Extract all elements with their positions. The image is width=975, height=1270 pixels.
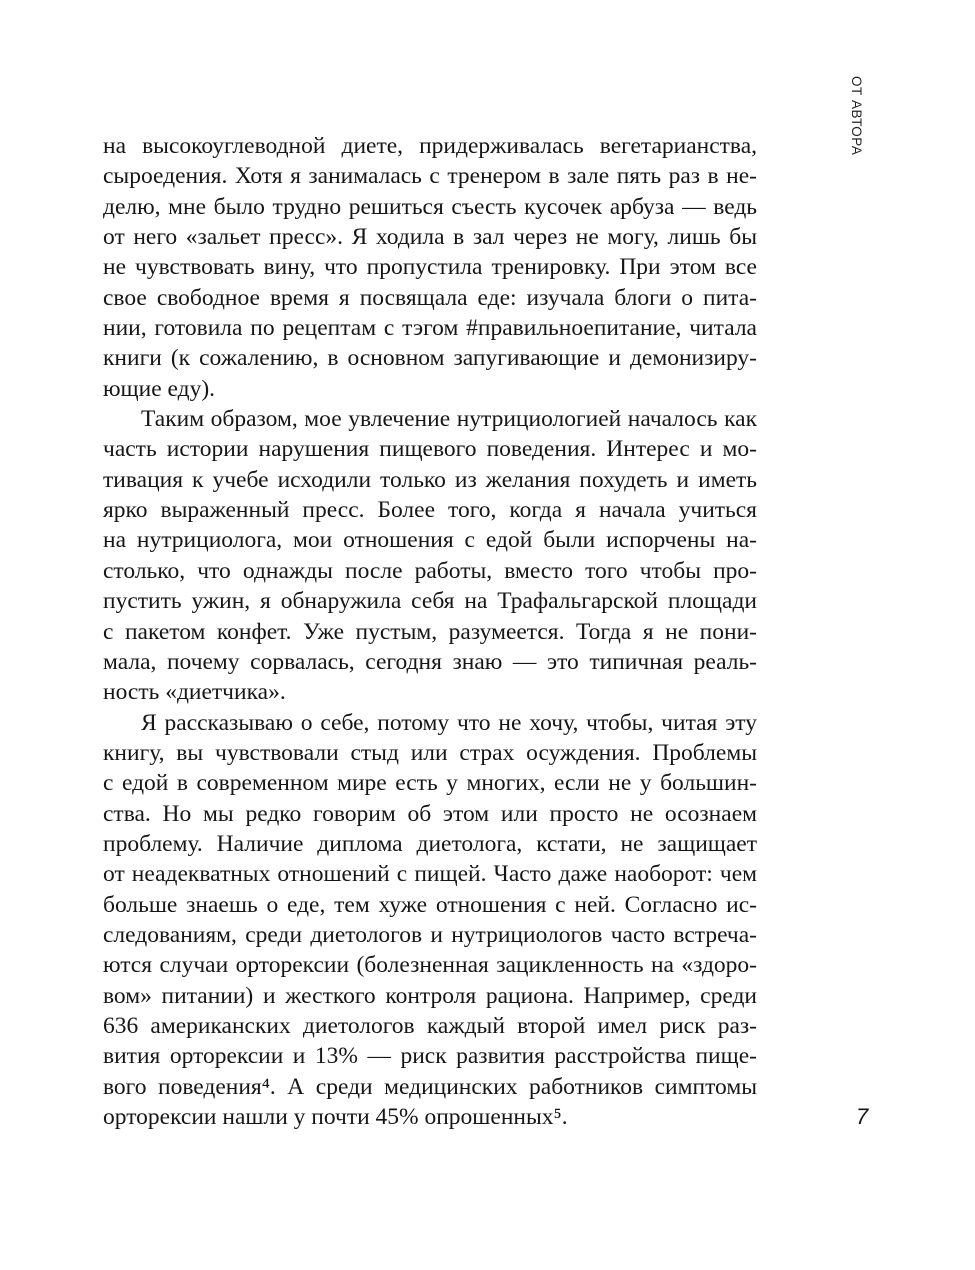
text-line: Я рассказываю о себе, потому что не хочу, чтобы, читая эту [141,709,757,736]
text-line: делю, мне было трудно решиться съесть кусочек арбуза — ведь [103,193,757,220]
text-line: вом» питании) и жесткого контроля рациона. Например, среди [103,982,757,1009]
text-line: пустить ужин, я обнаружила себя на Трафальгарской площади [103,588,757,615]
text-line: вого поведения⁴. А среди медицинских работников симптомы [103,1073,757,1100]
text-line: тивация к учебе исходили только из желания похудеть и иметь [103,466,757,493]
text-line: ющие еду). [103,375,216,402]
text-line: от него «зальет пресс». Я ходила в зал через не могу, лишь бы [103,224,757,251]
text-line: от неадекватных отношений с пищей. Часто даже наоборот: чем [103,861,757,888]
running-head: ОТ АВТОРА [849,76,864,156]
text-line: свое свободное время я посвящала еде: изучала блоги о пита- [103,284,757,311]
text-line: ются случаи орторексии (болезненная зацикленность на «здоро- [103,952,757,979]
text-line: следованиям, среди диетологов и нутрициологов часто встреча- [103,921,757,948]
text-line: с едой в современном мире есть у многих, если не у большин- [103,770,757,797]
paragraph-1 [103,131,757,404]
text-line: книгу, вы чувствовали стыд или страх осуждения. Проблемы [103,739,757,766]
page-body [103,131,757,1132]
text-line: 636 американских диетологов каждый второй имел риск раз- [103,1012,757,1039]
text-line: ярко выраженный пресс. Более того, когда я начала учиться [103,497,757,524]
paragraph-3 [103,708,757,1133]
text-line: не чувствовать вину, что пропустила тренировку. При этом все [103,254,757,281]
text-line: на нутрициолога, мои отношения с едой были испорчены на- [103,527,757,554]
text-line: орторексии нашли у почти 45% опрошенных⁵. [103,1104,568,1130]
text-line: часть истории нарушения пищевого поведения. Интерес и мо- [103,436,757,463]
text-line: ность «диетчика». [103,679,286,706]
text-line: больше знаешь о еде, тем хуже отношения с ней. Согласно ис- [103,891,757,918]
text-line: Таким образом, мое увлечение нутрициологией началось как [141,406,757,433]
text-line: мала, почему сорвалась, сегодня знаю — это типичная реаль- [103,648,757,675]
paragraph-2 [103,404,757,707]
text-line: с пакетом конфет. Уже пустым, разумеется. Тогда я не пони- [103,618,757,645]
page-number: 7 [856,1104,869,1129]
text-line: на высокоуглеводной диете, придерживалась вегетарианства, [103,133,757,159]
text-line: нии, готовила по рецептам с тэгом #правильноепитание, читала [103,315,757,342]
text-line: столько, что однажды после работы, вместо того чтобы про- [103,557,757,584]
text-line: вития орторексии и 13% — риск развития расстройства пище- [103,1043,757,1070]
text-line: сыроедения. Хотя я занималась с тренером в зале пять раз в не- [103,163,757,190]
text-line: ства. Но мы редко говорим об этом или просто не осознаем [103,800,757,827]
text-line: проблему. Наличие диплома диетолога, кстати, не защищает [103,830,757,857]
text-line: книги (к сожалению, в основном запугивающие и демонизиру- [103,345,757,372]
